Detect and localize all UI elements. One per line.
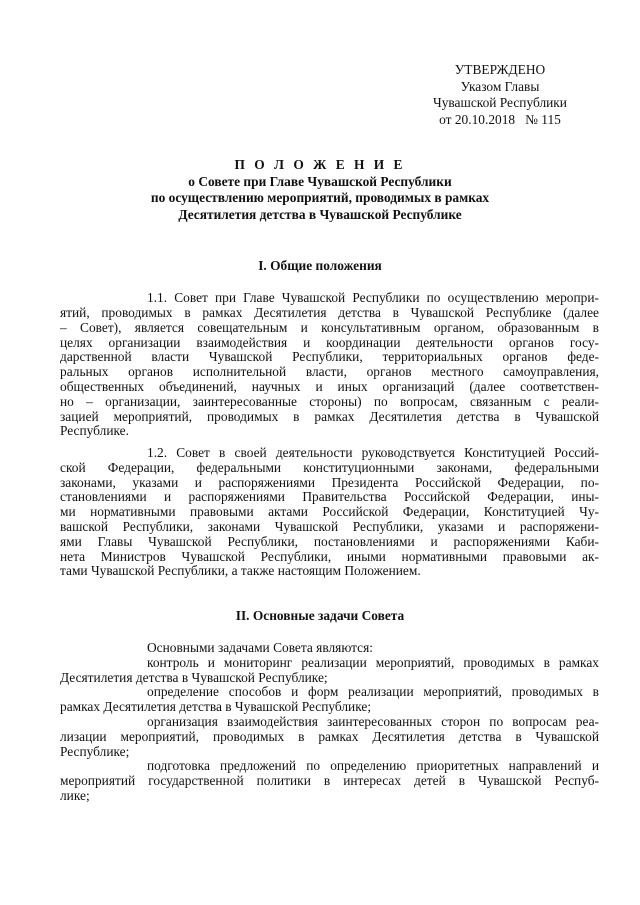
- paragraph-1-1: [107, 291, 599, 306]
- text-line: ями Главы Чувашской Республики, постановлениями и распоряжениями Каби-: [60, 533, 599, 549]
- paragraph-1-2: [60, 446, 599, 579]
- approval-date-number: от 20.10.2018 № 115: [439, 111, 561, 127]
- section-1-heading: I. Общие положения: [258, 258, 382, 273]
- task-4-line: подготовка предложений по определению приоритетных направлений и: [147, 758, 599, 774]
- title-line-2: по осуществлению мероприятий, проводимых в рамках: [150, 190, 490, 205]
- text-line: становлениями и распоряжениями Правительства Российской Федерации, ины-: [60, 489, 599, 505]
- approval-decree: Указом Главы: [460, 78, 540, 94]
- text-line: общественных объединений, научных и иных организаций (далее соответствен-: [60, 378, 599, 394]
- text-line: 1.2. Совет в своей деятельности руководствуется Конституцией Россий-: [147, 445, 599, 460]
- task-3-line: лизации мероприятий, проводимых в рамках Десятилетия детства в Чувашской: [60, 728, 599, 744]
- title-line-3: Десятилетия детства в Чувашской Республике: [178, 206, 462, 222]
- text-line: ской Федерации, федеральными конституционными законами, федеральными: [60, 459, 599, 475]
- task-4-line: лике;: [60, 787, 90, 803]
- approval-word: УТВЕРЖДЕНО: [454, 62, 546, 77]
- text-line: целях организации взаимодействия и координации деятельности органов госу-: [60, 334, 599, 350]
- title-line-1: о Совете при Главе Чувашской Республики: [188, 173, 452, 189]
- document-title: [60, 157, 580, 223]
- task-4-line: мероприятий государственной политики в интересах детей в Чувашской Респуб-: [60, 773, 599, 789]
- text-line: – Совет), является совещательным и консультативным органом, образованным в: [60, 319, 599, 335]
- text-line: ральных органов исполнительной власти, органов местного самоуправления,: [60, 364, 599, 380]
- text-line: ми нормативными правовыми актами Российской Федерации, Конституцией Чу-: [60, 504, 599, 520]
- task-3-line: Республике;: [60, 743, 130, 759]
- tasks-intro: Основными задачами Совета являются:: [147, 640, 373, 655]
- task-3-line: организация взаимодействия заинтересованных сторон по вопросам реа-: [147, 713, 599, 729]
- paragraph-1-1-body: [60, 306, 599, 439]
- text-line: 1.1. Совет при Главе Чувашской Республики по осуществлению меропри-: [147, 290, 599, 305]
- text-line: Республике.: [60, 423, 129, 439]
- text-line: нета Министров Чувашской Республики, иными нормативными правовыми ак-: [60, 548, 599, 564]
- task-2-line: определение способов и форм реализации мероприятий, проводимых в: [147, 684, 599, 700]
- section-2-heading: II. Основные задачи Совета: [235, 608, 405, 623]
- text-line: но – организации, заинтересованные стороны) по вопросам, связанным с реали-: [60, 393, 599, 409]
- text-line: тами Чувашской Республики, а также настоящим Положением.: [60, 563, 421, 579]
- text-line: законами, указами и распоряжениями Президента Российской Федерации, по-: [60, 474, 599, 490]
- approval-stamp: [400, 62, 600, 128]
- text-line: вашской Республики, законами Чувашской Республики, указами и распоряжени-: [60, 518, 599, 534]
- title-heading: П О Л О Ж Е Н И Е: [234, 157, 406, 172]
- tasks-list: [60, 641, 599, 804]
- task-2-line: рамках Десятилетия детства в Чувашской Республике;: [60, 699, 372, 715]
- text-line: зацией мероприятий, проводимых в рамках Десятилетия детства в Чувашской: [60, 408, 599, 424]
- text-line: дарственной власти Чувашской Республики, территориальных органов феде-: [60, 349, 599, 365]
- approval-republic: Чувашской Республики: [433, 95, 567, 110]
- task-1-line: Десятилетия детства в Чувашской Республике;: [60, 669, 328, 685]
- task-1-line: контроль и мониторинг реализации мероприятий, проводимых в рамках: [147, 654, 599, 670]
- text-line: ятий, проводимых в рамках Десятилетия детства в Чувашской Республике (далее: [60, 305, 599, 320]
